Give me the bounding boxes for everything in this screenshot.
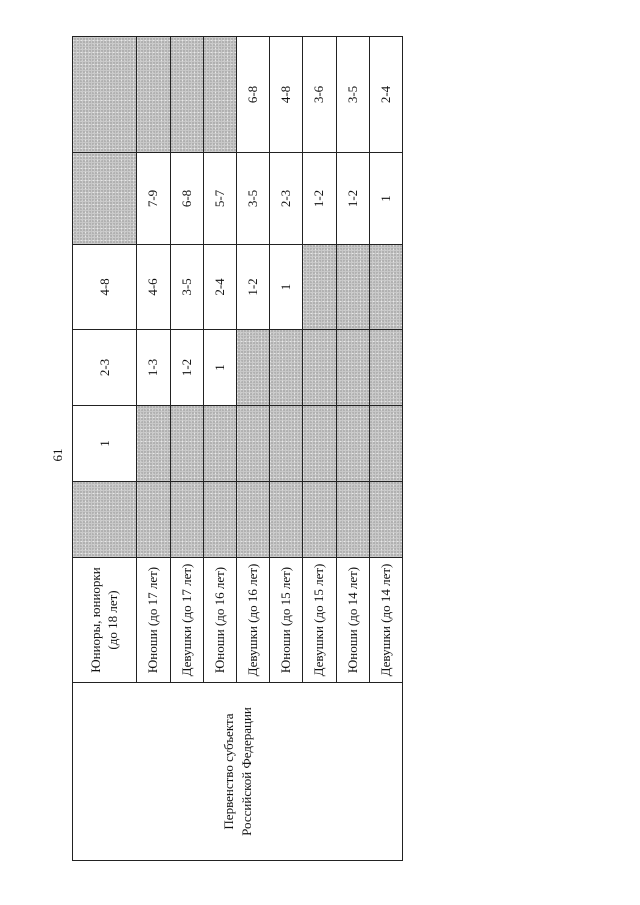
results-table-body (73, 37, 403, 861)
age-group-cell: Юноши (до 15 лет) (270, 558, 303, 683)
place-range-cell: 5-7 (203, 153, 236, 245)
empty-shaded-cell (270, 330, 303, 406)
empty-shaded-cell (170, 37, 203, 153)
table-row (73, 37, 137, 861)
place-range-cell: 4-8 (73, 245, 137, 330)
place-range-cell: 3-6 (303, 37, 336, 153)
place-range-cell: 1-3 (137, 330, 170, 406)
empty-shaded-cell (336, 482, 369, 558)
place-range-cell: 1 (203, 330, 236, 406)
age-group-cell: Юноши (до 16 лет) (203, 558, 236, 683)
empty-shaded-cell (369, 406, 402, 482)
place-range-cell: 2-3 (270, 153, 303, 245)
empty-shaded-cell (336, 406, 369, 482)
age-group-cell: Юноши (до 17 лет) (137, 558, 170, 683)
empty-shaded-cell (137, 482, 170, 558)
place-range-cell: 4-6 (137, 245, 170, 330)
empty-shaded-cell (336, 245, 369, 330)
age-group-cell: Девушки (до 15 лет) (303, 558, 336, 683)
empty-shaded-cell (137, 406, 170, 482)
place-range-cell: 6-8 (237, 37, 270, 153)
empty-shaded-cell (303, 330, 336, 406)
place-range-cell: 3-5 (170, 245, 203, 330)
place-range-cell: 7-9 (137, 153, 170, 245)
empty-shaded-cell (73, 153, 137, 245)
empty-shaded-cell (137, 37, 170, 153)
empty-shaded-cell (303, 245, 336, 330)
place-range-cell: 1 (369, 153, 402, 245)
age-group-cell: Девушки (до 14 лет) (369, 558, 402, 683)
place-range-cell: 1 (270, 245, 303, 330)
empty-shaded-cell (203, 482, 236, 558)
empty-shaded-cell (270, 406, 303, 482)
results-table-frame (72, 37, 403, 861)
empty-shaded-cell (203, 406, 236, 482)
empty-shaded-cell (73, 37, 137, 153)
place-range-cell: 1 (73, 406, 137, 482)
empty-shaded-cell (270, 482, 303, 558)
results-table-rotated (72, 37, 403, 861)
place-range-cell: 1-2 (170, 330, 203, 406)
place-range-cell: 2-3 (73, 330, 137, 406)
place-range-cell: 6-8 (170, 153, 203, 245)
empty-shaded-cell (336, 330, 369, 406)
place-range-cell: 3-5 (336, 37, 369, 153)
age-group-cell: Юноши (до 14 лет) (336, 558, 369, 683)
empty-shaded-cell (303, 406, 336, 482)
age-group-cell: Девушки (до 17 лет) (170, 558, 203, 683)
page-number: 61 (50, 448, 65, 462)
empty-shaded-cell (369, 330, 402, 406)
empty-shaded-cell (170, 482, 203, 558)
empty-shaded-cell (303, 482, 336, 558)
place-range-cell: 1-2 (336, 153, 369, 245)
empty-shaded-cell (369, 245, 402, 330)
place-range-cell: 1-2 (237, 245, 270, 330)
empty-shaded-cell (73, 482, 137, 558)
age-group-cell: Юниоры, юниорки (до 18 лет) (73, 558, 137, 683)
place-range-cell: 2-4 (203, 245, 236, 330)
age-group-cell: Девушки (до 16 лет) (237, 558, 270, 683)
empty-shaded-cell (170, 406, 203, 482)
empty-shaded-cell (369, 482, 402, 558)
place-range-cell: 3-5 (237, 153, 270, 245)
empty-shaded-cell (237, 482, 270, 558)
place-range-cell: 4-8 (270, 37, 303, 153)
empty-shaded-cell (203, 37, 236, 153)
empty-shaded-cell (237, 330, 270, 406)
place-range-cell: 1-2 (303, 153, 336, 245)
empty-shaded-cell (237, 406, 270, 482)
event-name-cell: Первенство субъекта Российской Федерации (73, 683, 403, 861)
results-table (72, 36, 403, 861)
place-range-cell: 2-4 (369, 37, 402, 153)
